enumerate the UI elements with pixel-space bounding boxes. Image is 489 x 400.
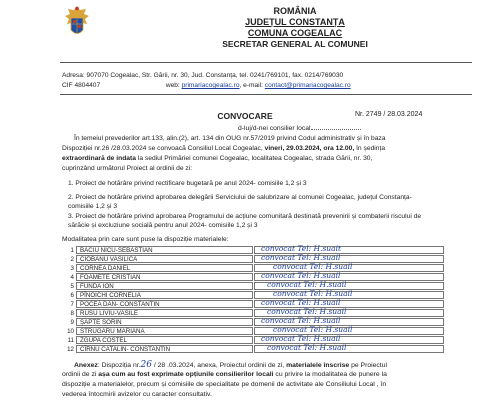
body-line-1: În temeiul prevederilor art.133, alin.(2), art. 134 din OUG nr.57/2019 privind Codul administrativ și în baza: [74, 135, 386, 142]
anexa-bold: materialele înscrise: [284, 362, 350, 369]
mode-label: Modalitatea prin care sunt puse la dispoziție materialele:: [62, 236, 229, 243]
anexa-bold: așa cum au fost exprimate opțiunile consilierilor locali: [98, 371, 274, 378]
row-number: 7: [70, 301, 74, 308]
councilor-name: STRUGARU MARIANA: [76, 327, 253, 335]
address-divider: [60, 94, 472, 95]
contact-line: [62, 81, 351, 90]
handwritten-signature: convocat Tel: H.suail: [273, 289, 353, 298]
body-text: la sediul Primăriei comunei Cogealac, localitatea Cogealac, strada Gării, nr. 30,: [135, 155, 373, 162]
meeting-datetime: vineri, 29.03.2024, ora 12.00,: [264, 145, 355, 152]
row-number: 10: [67, 328, 74, 335]
councilor-name: CÎRNU CATALIN- CONSTANTIN: [76, 345, 253, 353]
handwritten-signature: convocat Tel: H.suail: [273, 325, 353, 334]
row-number: 1: [70, 247, 74, 254]
agenda-item: comisiile 1,2 și 3: [68, 203, 118, 210]
handwritten-signature: convocat Tel: H.suail: [261, 298, 341, 307]
councilor-name: CIOBANU VASILICA: [76, 255, 253, 263]
agenda-item: sărăcie și excluziune socială pentru anul 2024- comisiile 1,2 și 3: [68, 222, 258, 229]
handwritten-signature: convocat Tel: H.suail: [261, 253, 341, 262]
web-link[interactable]: primariacogealac.ro: [181, 82, 240, 89]
councilor-name: PÎNOICHI CORNELIA: [76, 291, 253, 299]
anexa-text: / 28 .03.2024, anexa, Proiectul ordinii de zi,: [151, 362, 285, 369]
recipient-blank: [311, 123, 361, 130]
councilor-name: RUSU LIVIU-VASILE: [76, 309, 253, 317]
cif: CIF 4804407: [62, 82, 101, 89]
councilor-name: BACIU NICU-SEBASTIAN: [76, 246, 253, 254]
web-label: web:: [165, 82, 180, 89]
anexa-line-4: vederea întocmirii avizelor cu caracter consultativ.: [62, 391, 212, 398]
table-row: [62, 345, 489, 354]
agenda-item: 2. Proiect de hotărâre privind aprobarea delegării Serviciului de salubrizare al comunei Cogealac, județul Constanța-: [68, 194, 412, 201]
row-number: 4: [70, 274, 74, 281]
body-text: în ședința: [356, 145, 386, 152]
document-title: CONVOCARE: [217, 111, 273, 121]
header-county: JUDEȚUL CONSTANȚA: [245, 17, 345, 27]
handwritten-signature: convocat Tel: H.suail: [261, 316, 341, 325]
row-number: 8: [70, 310, 74, 317]
row-number: 2: [70, 256, 74, 263]
councilor-name: FUNDA ION: [76, 282, 253, 290]
recipient-label: d-luj/d-nei consilier local: [238, 125, 311, 132]
meeting-type: extraordinară de indata: [62, 155, 136, 162]
email-label: , e-mail:: [239, 82, 263, 89]
councilor-name: POCEA DAN- CONSTANTIN: [76, 300, 253, 308]
header-office: SECRETAR GENERAL AL COMUNEI: [222, 39, 368, 49]
handwritten-signature: convocat Tel: H.suail: [261, 271, 341, 280]
email-link[interactable]: contact@primariacogealac.ro: [264, 82, 351, 89]
body-line-4: cuprinzând următorul Proiect al ordinii de zi:: [62, 165, 193, 172]
councilor-name: ZGUPA COSTEL: [76, 336, 253, 344]
handwritten-signature: convocat Tel: H.suail: [273, 262, 353, 271]
anexa-label: Anexez: [74, 362, 98, 369]
body-line-2: [62, 144, 385, 154]
handwritten-signature: convocat Tel: H.suail: [261, 334, 341, 343]
handwritten-signature: convocat Tel: H.suail: [267, 280, 347, 289]
body-text: Dispoziției nr.26 /28.03.2024 se convoacă Consiliul Local Cogealac,: [62, 145, 263, 152]
row-number: 6: [70, 292, 74, 299]
body-line-3: [62, 154, 372, 164]
address-line: Adresa: 907070 Cogealac, Str. Gării, nr. 30, Jud. Constanța, tel. 0241/769101, fax. 0214/769030: [62, 72, 344, 79]
anexa-line-2: [62, 370, 387, 380]
recipient-line: [238, 123, 361, 132]
councilor-name: CORNEA DANIEL: [76, 264, 253, 272]
document-number: Nr. 2749 / 28.03.2024: [355, 111, 423, 118]
row-number: 12: [67, 346, 74, 353]
councilor-name: ȘAPTE SORIN: [76, 318, 253, 326]
header-divider: [60, 62, 472, 63]
anexa-text: cu privire la modalitatea de punere la: [273, 371, 387, 378]
row-number: 3: [70, 265, 74, 272]
handwritten-number: 26: [140, 360, 152, 370]
header-country: ROMÂNIA: [273, 6, 317, 16]
row-number: 11: [67, 337, 74, 344]
anexa-line-3: dispoziție a materialelor, precum și comisiile de specialitate pe domenii de activitate ale Consiliului Local , în: [62, 381, 387, 388]
handwritten-signature: convocat Tel: H.suail: [267, 343, 347, 352]
anexa-text: : Dispoziția nr.: [97, 362, 141, 369]
agenda-item: 3. Proiect de hotărâre privind aprobarea Programului de acțiune comunitară destinată prevenirii și combaterii riscului de: [68, 213, 422, 220]
anexa-text: pe Proiectul: [349, 362, 387, 369]
row-number: 9: [70, 319, 74, 326]
agenda-item: 1. Proiect de hotărâre privind rectificare bugetară pe anul 2024- comisiile 1,2 și 3: [68, 180, 307, 187]
signature-cell: [254, 345, 444, 353]
anexa-text: ordinii de zi: [62, 371, 99, 378]
row-number: 5: [70, 283, 74, 290]
councilor-name: FOAMETE CRISTIAN: [76, 273, 253, 281]
handwritten-signature: convocat Tel: H.suail: [267, 307, 347, 316]
header-commune: COMUNA COGEALAC: [247, 28, 343, 38]
handwritten-signature: convocat Tel: H.suait: [261, 244, 342, 253]
coat-of-arms-icon: [64, 6, 90, 40]
